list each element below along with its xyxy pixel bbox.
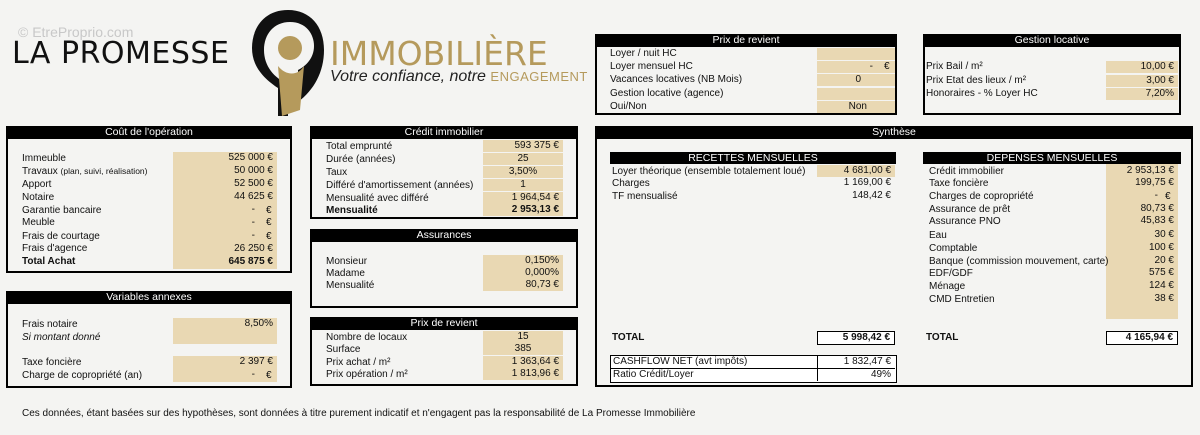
disclaimer-footer: Ces données, étant basées sur des hypothèses, sont données à titre purement indicatif et n'engagent pas la responsabilité de La Promesse Immobilière: [22, 408, 696, 419]
gl-label-0: Prix Bail / m²: [926, 61, 983, 72]
pr-top-label-0: Loyer / nuit HC: [610, 48, 677, 59]
co-value-6: -: [173, 230, 277, 243]
dep-value-1: 199,75 €: [1135, 177, 1174, 188]
credit-header: Crédit immobilier: [310, 126, 578, 139]
pr-top-label-2: Vacances locatives (NB Mois): [610, 74, 743, 85]
prix-revient-bottom-header: Prix de revient: [310, 317, 578, 330]
co-value-1: 50 000 €: [173, 165, 277, 178]
dep-value-3: 80,73 €: [1140, 203, 1174, 214]
depenses-header: DEPENSES MENSUELLES: [923, 152, 1181, 164]
co-unit-5: €: [266, 217, 272, 228]
co-total-label: Total Achat: [22, 256, 76, 267]
cr-value-4: 1 964,54 €: [483, 192, 563, 204]
co-value-7: 26 250 €: [173, 243, 277, 256]
as-value-0: 0,150%: [483, 255, 563, 267]
cr-value-0: 593 375 €: [483, 140, 563, 152]
rec-label-0: Loyer théorique (ensemble totalement loué): [612, 166, 806, 177]
rec-value-1: 1 169,00 €: [843, 177, 891, 188]
logo-promesse: PROMESSE: [60, 36, 230, 71]
dep-label-3: Assurance de prêt: [929, 204, 1011, 215]
dep-label-8: EDF/GDF: [929, 268, 973, 279]
dep-total-label: TOTAL: [926, 332, 959, 343]
dep-label-5: Eau: [929, 230, 947, 241]
co-total-value: 645 875 €: [173, 256, 277, 269]
va-value-2: 2 397 €: [173, 356, 277, 369]
dep-label-2: Charges de copropriété: [929, 191, 1034, 202]
co-label-3: Notaire: [22, 192, 55, 203]
variables-header: Variables annexes: [6, 291, 292, 304]
dep-label-6: Comptable: [929, 243, 978, 254]
co-value-5: -: [173, 217, 277, 230]
pr-top-label-1: Loyer mensuel HC: [610, 61, 693, 72]
va-label-2: Taxe foncière: [22, 357, 82, 368]
va-value-3: -: [173, 369, 277, 382]
co-label-1: [22, 166, 147, 177]
dep-value-7: 20 €: [1154, 255, 1174, 266]
va-label-0: Frais notaire: [22, 319, 78, 330]
tagline-accent: ENGAGEMENT: [490, 69, 588, 84]
gl-label-2: Honoraires - % Loyer HC: [926, 88, 1038, 99]
co-label-1-detail: (plan, suivi, réalisation): [60, 166, 148, 176]
prix-revient-top-header: Prix de revient: [595, 34, 897, 47]
prb-value-2: 1 363,64 €: [483, 356, 563, 368]
dep-label-4: Assurance PNO: [929, 216, 1001, 227]
as-value-2: 80,73 €: [483, 279, 563, 291]
rec-value-2: 148,42 €: [852, 190, 891, 201]
pr-top-value-2: 0: [817, 74, 895, 86]
dep-label-1: Taxe foncière: [929, 178, 989, 189]
co-value-0: 525 000 €: [173, 152, 277, 165]
cr-value-1: 25: [483, 153, 563, 165]
co-unit-4: €: [266, 205, 272, 216]
co-label-7: Frais d'agence: [22, 243, 88, 254]
co-value-4: -: [173, 204, 277, 217]
recettes-header: RECETTES MENSUELLES: [610, 152, 896, 164]
cr-label-1: Durée (années): [326, 154, 396, 165]
prb-value-3: 1 813,96 €: [483, 368, 563, 380]
synthese-header: Synthèse: [595, 126, 1193, 139]
dep-label-0: Crédit immobilier: [929, 166, 1005, 177]
prb-value-1: 385: [483, 343, 563, 355]
cr-label-2: Taux: [326, 167, 348, 178]
va-value-0: 8,50%: [173, 318, 277, 331]
co-label-1-main: Travaux: [22, 166, 58, 177]
ratio-value: 49%: [870, 369, 891, 380]
as-value-1: 0,000%: [483, 267, 563, 279]
pr-top-value-3: [817, 88, 895, 100]
as-label-2: Mensualité: [326, 280, 375, 291]
logo-tagline: [330, 68, 588, 86]
cashflow-label: CASHFLOW NET (avt impôts): [613, 356, 748, 367]
prb-value-0: 15: [483, 331, 563, 343]
cr-value-3: 1: [483, 179, 563, 191]
gl-value-2: 7,20%: [1106, 88, 1178, 100]
co-label-0: Immeuble: [22, 153, 66, 164]
dep-total-value: 4 165,94 €: [1106, 331, 1178, 345]
gestion-locative-header: Gestion locative: [923, 34, 1181, 47]
co-label-4: Garantie bancaire: [22, 205, 102, 216]
rec-value-0: 4 681,00 €: [817, 165, 895, 177]
ratio-label: Ratio Crédit/Loyer: [613, 369, 694, 380]
cr-total-value: 2 953,13 €: [483, 204, 563, 216]
dep-label-9: Ménage: [929, 281, 966, 292]
dep-value-8: 575 €: [1148, 267, 1174, 278]
logo-immobiliere: IMMOBILIÈRE: [330, 34, 548, 73]
va-value-1: [173, 331, 277, 344]
cout-operation-header: Coût de l'opération: [6, 126, 292, 139]
pr-top-value-1: -: [817, 61, 895, 73]
prb-label-3: Prix opération / m²: [326, 369, 408, 380]
dep-value-2: -: [1154, 190, 1158, 201]
dep-value-10: 38 €: [1154, 293, 1174, 304]
dep-value-4: 45,83 €: [1140, 215, 1174, 226]
pr-top-value-0: [817, 48, 895, 60]
co-unit-6: €: [266, 231, 272, 242]
dep-value-5: 30 €: [1154, 229, 1174, 240]
logo-text-la: [12, 36, 229, 71]
prb-label-0: Nombre de locaux: [326, 332, 408, 343]
cashflow-value: 1 832,47 €: [843, 356, 891, 367]
rec-label-1: Charges: [612, 178, 650, 189]
va-unit-3: €: [266, 370, 272, 381]
cr-label-0: Total emprunté: [326, 141, 393, 152]
tagline-text: Votre confiance, notre: [330, 68, 486, 85]
dep-value-6: 100 €: [1148, 242, 1174, 253]
cr-value-2: 3,50%: [483, 166, 563, 178]
prb-label-2: Prix achat / m²: [326, 357, 391, 368]
cr-label-3: Différé d'amortissement (années): [326, 180, 474, 191]
dep-label-10: CMD Entretien: [929, 294, 995, 305]
prb-label-1: Surface: [326, 344, 361, 355]
va-label-3: Charge de copropriété (an): [22, 370, 143, 381]
va-label-1: Si montant donné: [22, 332, 101, 343]
dep-unit-2: €: [1165, 191, 1171, 202]
co-value-3: 44 625 €: [173, 191, 277, 204]
gl-value-1: 3,00 €: [1106, 75, 1178, 87]
co-label-6: Frais de courtage: [22, 231, 100, 242]
dep-value-0: 2 953,13 €: [1126, 165, 1174, 176]
cr-label-4: Mensualité avec différé: [326, 193, 429, 204]
as-label-1: Madame: [326, 268, 365, 279]
assurances-header: Assurances: [310, 229, 578, 242]
rec-label-2: TF mensualisé: [612, 191, 678, 202]
rec-total-value: 5 998,42 €: [817, 331, 895, 345]
pr-top-label-3: Gestion locative (agence): [610, 88, 724, 99]
as-label-0: Monsieur: [326, 256, 368, 267]
cr-total-label: Mensualité: [326, 205, 378, 216]
watermark: © EtreProprio.com: [18, 24, 134, 40]
dep-value-9: 124 €: [1148, 280, 1174, 291]
pr-top-unit-1: €: [884, 61, 890, 72]
gl-label-1: Prix Etat des lieux / m²: [926, 75, 1027, 86]
pr-top-label-4: Oui/Non: [610, 101, 647, 112]
logo-la: LA: [12, 36, 51, 71]
co-label-5: Meuble: [22, 217, 55, 228]
co-label-2: Apport: [22, 179, 52, 190]
pr-top-value-4: Non: [817, 101, 895, 113]
keyhole-pin-icon: [248, 6, 328, 118]
co-value-2: 52 500 €: [173, 178, 277, 191]
gl-value-0: 10,00 €: [1106, 61, 1178, 73]
dep-label-7: Banque (commission mouvement, carte): [929, 256, 1109, 267]
rec-total-label: TOTAL: [612, 332, 645, 343]
